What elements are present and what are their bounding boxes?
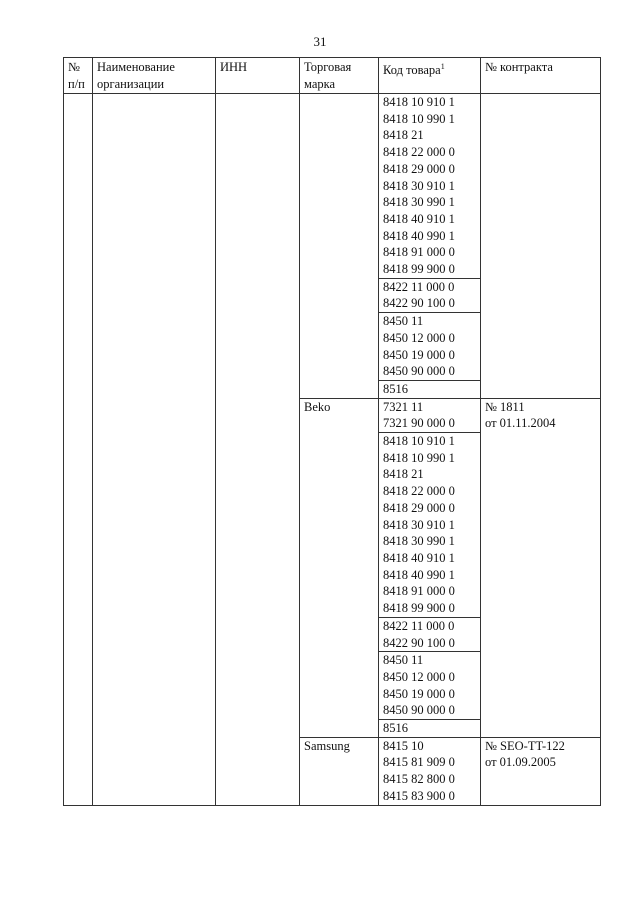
code-line: 8418 30 910 1	[383, 178, 455, 193]
code-line: 8418 30 910 1	[383, 517, 455, 532]
header-inn: ИНН	[216, 58, 300, 94]
code-line: 7321 90 000 0	[383, 416, 455, 431]
table-header-row	[64, 58, 601, 94]
code-line: 8418 99 900 0	[383, 262, 455, 277]
header-code	[379, 58, 481, 94]
code-line: 8516	[383, 721, 408, 736]
cell-contract	[481, 94, 601, 399]
header-num-line1: №	[68, 60, 80, 74]
code-line: 8418 21	[383, 128, 424, 143]
cell-code-group	[379, 278, 481, 312]
header-contract: № контракта	[481, 58, 601, 94]
code-line: 8418 91 000 0	[383, 245, 455, 260]
header-org-line2: организации	[97, 76, 165, 91]
code-line: 8418 30 990 1	[383, 534, 455, 549]
cell-code-group	[379, 652, 481, 720]
code-line: 8418 22 000 0	[383, 145, 455, 160]
header-org	[93, 58, 216, 94]
cell-contract	[481, 737, 601, 805]
header-org-line1: Наименование	[97, 60, 175, 74]
code-line: 8450 90 000 0	[383, 703, 455, 718]
code-line: 8415 83 900 0	[383, 788, 455, 803]
code-line: 8418 22 000 0	[383, 484, 455, 499]
contract-line: от 01.09.2005	[485, 755, 556, 770]
code-line: 8418 40 990 1	[383, 228, 455, 243]
cell-code-group	[379, 398, 481, 432]
cell-org	[93, 94, 216, 806]
goods-table	[63, 57, 601, 806]
cell-code-group	[379, 720, 481, 738]
code-line: 8450 11	[383, 653, 424, 668]
table-body	[64, 94, 601, 806]
header-code-label: Код товара	[383, 63, 441, 78]
header-brand-line1: Торговая	[304, 60, 352, 74]
header-code-footnote: 1	[440, 62, 445, 71]
code-line: 8415 81 909 0	[383, 755, 455, 770]
header-brand	[300, 58, 379, 94]
cell-code-group	[379, 380, 481, 398]
cell-code-group	[379, 433, 481, 618]
code-line: 8422 11 000 0	[383, 618, 455, 633]
code-line: 8418 30 990 1	[383, 195, 455, 210]
code-line: 8422 90 100 0	[383, 635, 455, 650]
page-number: 31	[313, 34, 327, 49]
code-line: 8418 40 910 1	[383, 550, 455, 565]
code-line: 8418 99 900 0	[383, 601, 455, 616]
contract-line: № SEO-TT-122	[485, 738, 565, 753]
contract-line: № 1811	[485, 399, 525, 414]
code-line: 8516	[383, 381, 408, 396]
header-num	[64, 58, 93, 94]
cell-code-group	[379, 94, 481, 279]
cell-code-group	[379, 737, 481, 805]
table-row	[64, 94, 601, 279]
code-line: 8450 12 000 0	[383, 330, 455, 345]
cell-inn	[216, 94, 300, 806]
cell-code-group	[379, 617, 481, 651]
code-line: 8418 29 000 0	[383, 500, 455, 515]
code-line: 8418 10 990 1	[383, 450, 455, 465]
code-line: 8418 29 000 0	[383, 161, 455, 176]
code-line: 8450 19 000 0	[383, 347, 455, 362]
code-line: 8418 10 990 1	[383, 111, 455, 126]
code-line: 8415 82 800 0	[383, 772, 455, 787]
code-line: 8415 10	[383, 738, 424, 753]
cell-brand: Samsung	[300, 737, 379, 805]
cell-code-group	[379, 313, 481, 381]
header-num-line2: п/п	[68, 76, 85, 91]
code-line: 8418 40 990 1	[383, 567, 455, 582]
cell-brand: Beko	[300, 398, 379, 737]
code-line: 8418 10 910 1	[383, 95, 455, 109]
code-line: 8418 21	[383, 467, 424, 482]
cell-brand	[300, 94, 379, 399]
cell-contract	[481, 398, 601, 737]
code-line: 8450 11	[383, 314, 424, 329]
cell-num	[64, 94, 93, 806]
code-line: 8418 10 910 1	[383, 434, 455, 449]
code-line: 7321 11	[383, 399, 424, 414]
code-line: 8450 12 000 0	[383, 669, 455, 684]
code-line: 8450 90 000 0	[383, 364, 455, 379]
contract-line: от 01.11.2004	[485, 416, 556, 431]
code-line: 8422 11 000 0	[383, 279, 455, 294]
code-line: 8450 19 000 0	[383, 686, 455, 701]
header-brand-line2: марка	[304, 76, 336, 91]
code-line: 8418 91 000 0	[383, 584, 455, 599]
code-line: 8422 90 100 0	[383, 296, 455, 311]
code-line: 8418 40 910 1	[383, 211, 455, 226]
